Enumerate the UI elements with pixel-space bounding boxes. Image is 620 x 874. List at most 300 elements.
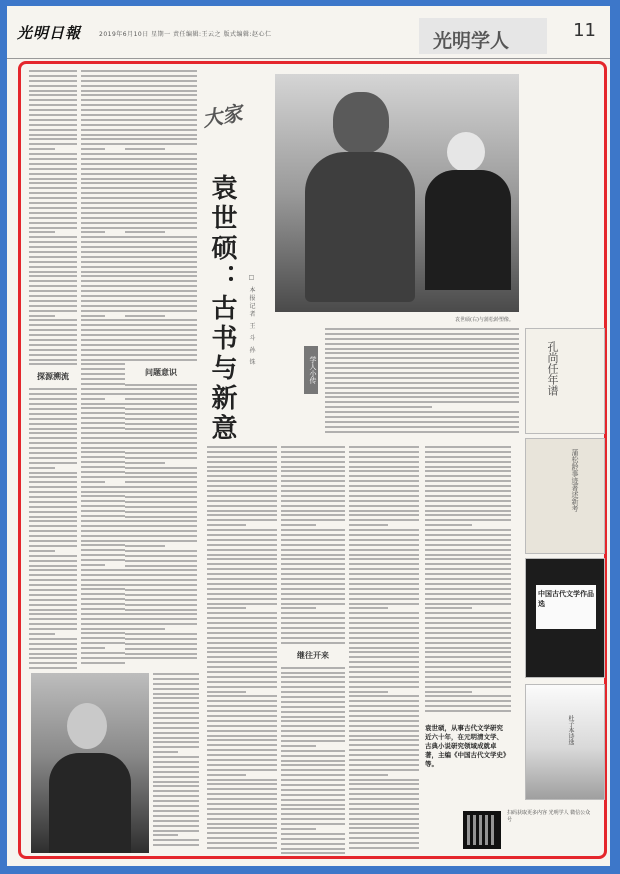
text-line — [349, 593, 419, 595]
text-line — [153, 805, 199, 807]
text-line — [81, 178, 125, 180]
text-line — [325, 338, 519, 340]
text-line — [281, 534, 345, 536]
text-line — [425, 676, 511, 678]
text-line — [153, 737, 199, 739]
text-line — [207, 632, 277, 634]
text-line — [425, 593, 511, 595]
text-line — [29, 428, 77, 430]
text-line — [281, 725, 345, 727]
text-block — [125, 384, 197, 660]
text-line — [81, 305, 125, 307]
text-line — [207, 656, 277, 658]
text-line — [281, 470, 345, 472]
text-line — [29, 613, 77, 615]
text-block — [125, 70, 197, 361]
text-line — [281, 524, 316, 526]
text-line — [153, 751, 178, 753]
text-line — [125, 613, 197, 615]
text-line — [349, 485, 419, 487]
text-line — [207, 720, 277, 722]
text-line — [425, 568, 511, 570]
text-line — [153, 678, 199, 680]
text-line — [125, 109, 197, 111]
text-line — [281, 852, 345, 854]
text-line — [281, 794, 345, 796]
text-line — [349, 686, 419, 688]
text-line — [125, 496, 197, 498]
text-line — [81, 598, 125, 600]
text-line — [207, 735, 277, 737]
masthead — [7, 6, 610, 59]
text-line — [349, 837, 419, 839]
text-line — [29, 153, 77, 155]
text-line — [349, 607, 388, 609]
text-line — [81, 471, 125, 473]
text-line — [207, 539, 277, 541]
text-line — [81, 324, 125, 326]
text-line — [153, 697, 199, 699]
text-line — [81, 75, 125, 77]
text-line — [349, 676, 419, 678]
text-line — [207, 803, 277, 805]
text-line — [29, 354, 77, 356]
text-line — [325, 416, 519, 418]
text-line — [29, 285, 77, 287]
text-line — [81, 481, 105, 483]
text-line — [153, 683, 199, 685]
text-line — [425, 695, 511, 697]
text-line — [81, 163, 125, 165]
text-line — [29, 432, 77, 434]
text-line — [425, 461, 511, 463]
text-line — [125, 290, 197, 292]
text-block — [325, 328, 519, 433]
text-line — [29, 520, 77, 522]
text-line — [349, 558, 419, 560]
text-line — [125, 339, 197, 341]
text-line — [281, 568, 345, 570]
text-line — [281, 686, 345, 688]
text-line — [29, 280, 77, 282]
text-line — [81, 544, 125, 546]
text-line — [281, 774, 345, 776]
text-line — [153, 825, 199, 827]
text-line — [207, 603, 277, 605]
text-line — [81, 491, 125, 493]
book-title: 孔尚任年谱 — [546, 341, 559, 396]
text-line — [425, 470, 511, 472]
text-line — [349, 720, 419, 722]
text-line — [281, 691, 345, 693]
text-line — [281, 583, 345, 585]
text-line — [349, 788, 419, 790]
section-title: 光明学人 — [433, 30, 510, 52]
text-line — [29, 423, 77, 425]
text-line — [81, 584, 125, 586]
text-column-1 — [29, 70, 77, 670]
text-line — [29, 496, 77, 498]
text-line — [29, 569, 77, 571]
text-line — [81, 564, 105, 566]
text-line — [153, 810, 199, 812]
text-line — [29, 584, 77, 586]
text-line — [81, 657, 125, 659]
text-line — [81, 505, 125, 507]
text-line — [81, 344, 125, 346]
text-line — [29, 75, 77, 77]
text-line — [125, 344, 197, 346]
text-line — [81, 109, 125, 111]
text-line — [207, 691, 246, 693]
text-line — [207, 808, 277, 810]
text-line — [207, 661, 277, 663]
text-line — [125, 398, 197, 400]
text-line — [125, 349, 197, 351]
text-line — [81, 579, 125, 581]
text-line — [29, 300, 77, 302]
text-line — [125, 467, 197, 469]
text-line — [81, 212, 125, 214]
text-line — [125, 222, 197, 224]
qr-code-icon[interactable] — [463, 811, 501, 849]
text-line — [281, 529, 345, 531]
text-line — [29, 217, 77, 219]
text-line — [81, 476, 125, 478]
text-line — [29, 648, 77, 650]
text-line — [81, 202, 125, 204]
text-line — [425, 603, 511, 605]
text-line — [349, 710, 419, 712]
text-line — [349, 490, 419, 492]
text-line — [207, 725, 277, 727]
text-line — [349, 470, 419, 472]
text-line — [425, 578, 511, 580]
text-line — [81, 495, 125, 497]
book-cover-1 — [525, 328, 605, 434]
text-line — [81, 295, 125, 297]
text-column-5 — [207, 446, 277, 856]
text-line — [29, 119, 77, 121]
text-line — [29, 197, 77, 199]
text-line — [125, 418, 197, 420]
text-line — [125, 516, 197, 518]
text-line — [153, 815, 199, 817]
text-line — [29, 609, 77, 611]
text-line — [425, 558, 511, 560]
text-line — [81, 456, 125, 458]
text-line — [349, 827, 419, 829]
text-line — [281, 706, 345, 708]
text-line — [81, 134, 125, 136]
text-line — [207, 759, 277, 761]
text-line — [29, 173, 77, 175]
text-line — [349, 529, 419, 531]
text-line — [281, 598, 345, 600]
text-line — [281, 510, 345, 512]
text-line — [29, 599, 77, 601]
text-line — [349, 744, 419, 746]
text-line — [29, 618, 77, 620]
text-line — [349, 656, 419, 658]
text-line — [325, 426, 519, 428]
text-line — [125, 623, 197, 625]
text-line — [349, 588, 419, 590]
text-line — [29, 530, 77, 532]
text-line — [29, 329, 77, 331]
text-line — [125, 388, 197, 390]
text-line — [29, 388, 77, 390]
text-line — [125, 628, 165, 630]
text-line — [125, 192, 197, 194]
text-line — [125, 520, 197, 522]
text-line — [81, 422, 125, 424]
text-line — [29, 667, 77, 669]
text-line — [81, 349, 125, 351]
text-line — [349, 759, 419, 761]
text-line — [349, 510, 419, 512]
text-line — [125, 657, 197, 659]
text-line — [349, 764, 419, 766]
text-line — [29, 594, 77, 596]
text-line — [81, 251, 125, 253]
text-line — [153, 702, 199, 704]
text-line — [125, 153, 197, 155]
text-line — [81, 451, 125, 453]
text-line — [207, 842, 277, 844]
text-line — [207, 500, 277, 502]
text-line — [81, 231, 105, 233]
text-line — [81, 290, 125, 292]
text-line — [29, 256, 77, 258]
text-line — [125, 486, 197, 488]
text-line — [207, 710, 277, 712]
text-line — [125, 315, 165, 317]
text-line — [207, 612, 277, 614]
text-line — [125, 452, 197, 454]
text-line — [29, 187, 77, 189]
text-line — [425, 451, 511, 453]
text-line — [125, 609, 197, 611]
text-line — [125, 173, 197, 175]
text-block — [281, 667, 345, 856]
text-line — [81, 603, 125, 605]
text-line — [425, 583, 511, 585]
text-line — [281, 539, 345, 541]
newspaper-page — [7, 6, 610, 866]
text-line — [325, 343, 519, 345]
text-line — [325, 421, 519, 423]
text-line — [281, 588, 345, 590]
text-line — [29, 315, 55, 317]
text-line — [81, 207, 125, 209]
text-line — [29, 393, 77, 395]
text-line — [125, 168, 197, 170]
text-line — [81, 266, 125, 268]
text-line — [81, 246, 125, 248]
text-line — [207, 627, 277, 629]
text-line — [349, 505, 419, 507]
text-line — [281, 519, 345, 521]
text-line — [81, 628, 125, 630]
text-line — [349, 695, 419, 697]
text-line — [29, 579, 77, 581]
text-line — [349, 769, 419, 771]
text-line — [281, 828, 316, 830]
text-line — [81, 222, 125, 224]
text-line — [425, 642, 511, 644]
text-line — [207, 451, 277, 453]
text-line — [349, 735, 419, 737]
text-line — [153, 707, 199, 709]
text-line — [207, 588, 277, 590]
book-title: 蒲松龄事迹著述新考 — [571, 449, 579, 512]
text-line — [153, 766, 199, 768]
text-line — [81, 90, 125, 92]
text-line — [153, 746, 199, 748]
text-line — [425, 666, 511, 668]
text-line — [81, 329, 125, 331]
text-line — [425, 485, 511, 487]
text-line — [153, 795, 199, 797]
text-line — [125, 324, 197, 326]
text-line — [29, 604, 77, 606]
text-line — [29, 231, 55, 233]
text-line — [81, 398, 105, 400]
text-line — [125, 584, 197, 586]
text-line — [207, 637, 277, 639]
text-line — [125, 560, 197, 562]
subhead-1: 探源溯流 — [37, 372, 69, 382]
text-line — [153, 673, 199, 675]
text-line — [125, 310, 197, 312]
text-line — [349, 637, 419, 639]
text-line — [81, 437, 125, 439]
text-line — [125, 256, 197, 258]
text-line — [349, 808, 419, 810]
text-line — [207, 578, 277, 580]
text-line — [281, 764, 345, 766]
text-line — [125, 300, 197, 302]
text-line — [153, 712, 199, 714]
text-line — [349, 832, 419, 834]
text-line — [81, 559, 125, 561]
text-line — [29, 344, 77, 346]
text-line — [207, 461, 277, 463]
text-line — [125, 638, 197, 640]
text-line — [125, 246, 197, 248]
text-line — [207, 622, 277, 624]
text-line — [207, 769, 277, 771]
text-line — [281, 578, 345, 580]
text-line — [207, 695, 277, 697]
text-line — [125, 163, 197, 165]
text-line — [81, 143, 125, 145]
text-line — [349, 617, 419, 619]
text-line — [29, 339, 77, 341]
text-line — [125, 413, 197, 415]
text-line — [125, 594, 197, 596]
text-line — [29, 555, 77, 557]
text-line — [29, 472, 77, 474]
text-line — [207, 534, 277, 536]
text-line — [207, 715, 277, 717]
text-line — [425, 647, 511, 649]
text-line — [207, 754, 277, 756]
text-line — [425, 490, 511, 492]
text-line — [349, 480, 419, 482]
text-line — [29, 251, 77, 253]
text-line — [207, 607, 246, 609]
text-line — [349, 622, 419, 624]
text-line — [29, 261, 77, 263]
text-line — [281, 563, 345, 565]
text-line — [29, 275, 77, 277]
text-line — [125, 197, 197, 199]
text-line — [349, 671, 419, 673]
text-line — [81, 466, 125, 468]
text-line — [349, 793, 419, 795]
text-line — [281, 505, 345, 507]
text-line — [29, 589, 77, 591]
book-cover-3 — [525, 558, 605, 678]
text-line — [125, 574, 197, 576]
text-block — [29, 70, 77, 365]
text-line — [125, 217, 197, 219]
text-line — [29, 295, 77, 297]
text-line — [281, 818, 345, 820]
text-line — [29, 638, 77, 640]
text-line — [207, 749, 277, 751]
text-line — [81, 168, 125, 170]
text-line — [281, 500, 345, 502]
text-line — [29, 633, 55, 635]
text-line — [125, 80, 197, 82]
text-line — [29, 246, 77, 248]
text-line — [29, 516, 77, 518]
statue-photo — [275, 74, 519, 312]
text-line — [425, 446, 511, 448]
text-line — [281, 514, 345, 516]
text-line — [281, 456, 345, 458]
text-line — [349, 544, 419, 546]
text-line — [81, 486, 125, 488]
text-line — [425, 480, 511, 482]
text-line — [349, 661, 419, 663]
text-line — [81, 315, 105, 317]
text-line — [153, 688, 199, 690]
text-line — [29, 408, 77, 410]
text-line — [81, 530, 125, 532]
text-line — [125, 643, 197, 645]
text-line — [81, 104, 125, 106]
text-line — [207, 774, 246, 776]
text-line — [29, 305, 77, 307]
text-column-8 — [425, 446, 511, 716]
text-line — [425, 632, 511, 634]
text-line — [125, 432, 197, 434]
text-line — [81, 554, 125, 556]
text-line — [29, 476, 77, 478]
text-line — [81, 427, 125, 429]
text-line — [81, 227, 125, 229]
text-line — [125, 75, 197, 77]
text-line — [207, 554, 277, 556]
text-line — [425, 656, 511, 658]
text-line — [281, 672, 345, 674]
text-line — [425, 661, 511, 663]
qr-caption: 扫码获取更多内容 光明学人 微信公众号 — [507, 810, 591, 823]
